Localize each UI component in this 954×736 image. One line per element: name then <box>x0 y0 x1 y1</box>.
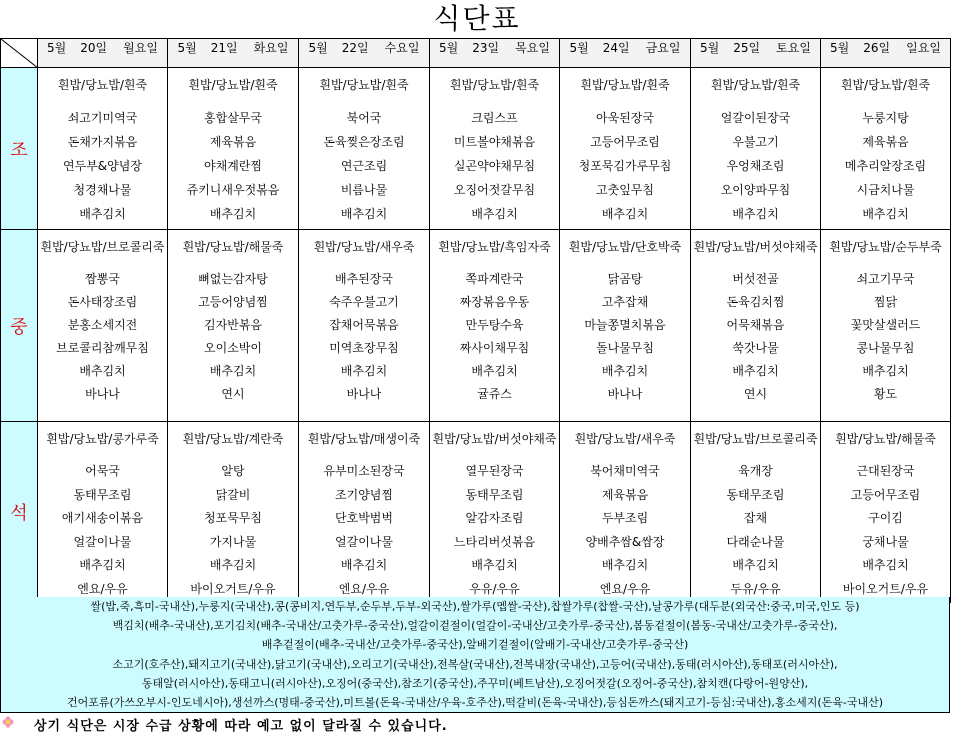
date-weekday: 월요일 <box>123 41 158 55</box>
meal-label-lunch: 중 <box>1 230 38 422</box>
meal-table <box>0 38 951 603</box>
menu-item: 짬뽕국 <box>85 272 120 286</box>
menu-item: 연근조림 <box>340 159 388 173</box>
menu-item: 우유/우유 <box>469 581 520 596</box>
staple-item: 흰밥/당뇨밥/흑임자죽 <box>438 240 551 254</box>
staple-item: 흰밥/당뇨밥/버섯야채죽 <box>432 432 557 446</box>
date-day: 21일 <box>210 41 238 55</box>
date-weekday: 화요일 <box>253 41 289 55</box>
menu-item: 배추김치 <box>209 364 257 378</box>
menu-item: 배추김치 <box>209 207 257 221</box>
menu-item: 숙주우불고기 <box>329 295 399 309</box>
origin-line: 쌀(밥,죽,흑미-국내산),누룽지(국내산),콩(콩비지,연두부,순두부,두부-외국산),쌀가루(멥쌀-국산),찹쌀가루(찹쌀-국산),날콩가루(대두분(외국산:중국,미국,인도 등) <box>90 600 860 613</box>
menu-cell <box>299 230 430 422</box>
menu-item: 제육볶음 <box>862 135 909 149</box>
staple-item: 흰밥/당뇨밥/흰죽 <box>840 78 931 92</box>
menu-item: 쑥갓나물 <box>732 341 779 355</box>
menu-item: 육개장 <box>738 464 773 478</box>
menu-item: 엔요/우유 <box>338 581 390 596</box>
menu-item: 배추김치 <box>471 558 518 573</box>
date-weekday: 토요일 <box>776 41 811 55</box>
date-header-cell <box>38 39 168 68</box>
menu-item: 제육볶음 <box>209 135 257 149</box>
date-month: 5월 <box>569 41 589 55</box>
menu-cell <box>821 68 951 230</box>
menu-item: 쇠고기무국 <box>856 272 915 286</box>
staple-item: 흰밥/당뇨밥/새우죽 <box>574 432 676 446</box>
menu-item: 귤쥬스 <box>477 387 512 401</box>
date-weekday: 목요일 <box>515 41 550 55</box>
menu-item: 우엉채조림 <box>726 159 785 173</box>
menu-item: 어묵국 <box>85 464 120 478</box>
menu-item: 고춧잎무침 <box>596 183 654 197</box>
menu-item: 배추김치 <box>340 558 388 573</box>
menu-item: 배추된장국 <box>335 272 393 286</box>
date-weekday: 수요일 <box>384 41 420 55</box>
menu-item: 뼈없는감자탕 <box>198 272 268 286</box>
menu-item: 느타리버섯볶음 <box>453 534 536 549</box>
staple-item: 흰밥/당뇨밥/계란죽 <box>182 432 284 446</box>
menu-item: 배추김치 <box>862 364 909 378</box>
staple-item: 흰밥/당뇨밥/흰죽 <box>319 78 409 92</box>
date-month: 5월 <box>700 41 720 55</box>
menu-item: 배추김치 <box>862 558 909 573</box>
date-weekday: 일요일 <box>906 41 941 55</box>
menu-item: 배추김치 <box>471 364 518 378</box>
origin-line: 동태알(러시아산),동태고니(러시아산),오징어(중국산),참조기(중국산),주꾸미(베트남산),오징어젓갈(오징어-중국산),참치캔(다랑어-원양산), <box>141 676 809 690</box>
menu-item: 애기새송이볶음 <box>61 511 144 526</box>
menu-item: 열무된장국 <box>465 464 524 478</box>
menu-item: 미역초장무침 <box>329 341 399 355</box>
menu-item: 다래순나물 <box>726 534 785 549</box>
menu-cell <box>691 68 821 230</box>
date-header-cell <box>821 39 951 68</box>
menu-item: 돈사태장조림 <box>67 295 138 309</box>
menu-item: 바나나 <box>346 387 382 401</box>
menu-item: 쪽파계란국 <box>465 272 524 286</box>
menu-cell <box>38 422 168 603</box>
menu-item: 배추김치 <box>862 207 909 221</box>
menu-item: 배추김치 <box>340 364 388 378</box>
corner-cell <box>1 39 38 68</box>
menu-item: 야채계란찜 <box>204 159 262 173</box>
date-header-cell <box>560 39 691 68</box>
menu-cell <box>821 230 951 422</box>
menu-cell <box>560 230 691 422</box>
staple-item: 흰밥/당뇨밥/흰죽 <box>57 78 148 92</box>
menu-item: 누룽지탕 <box>862 111 909 125</box>
page-title: 식단표 <box>433 2 521 35</box>
menu-item: 배추김치 <box>732 558 779 573</box>
menu-item: 미트볼야채볶음 <box>453 135 536 149</box>
menu-cell <box>299 68 430 230</box>
date-header-cell <box>168 39 299 68</box>
menu-cell <box>821 422 951 603</box>
menu-item: 조기양념찜 <box>335 487 393 502</box>
date-weekday: 금요일 <box>645 41 681 55</box>
menu-item: 닭곰탕 <box>607 272 643 286</box>
menu-item: 얼갈이나물 <box>335 534 393 549</box>
menu-item: 배추김치 <box>340 207 388 221</box>
menu-item: 오이소박이 <box>204 341 262 355</box>
menu-item: 어묵채볶음 <box>726 318 785 332</box>
date-month: 5월 <box>308 41 328 55</box>
menu-item: 양배추쌈&쌈장 <box>585 534 665 549</box>
menu-item: 크림스프 <box>471 111 518 125</box>
meal-label-dinner: 석 <box>1 422 38 603</box>
diagonal-line <box>1 39 38 68</box>
notice-bar <box>0 713 954 735</box>
menu-item: 배추김치 <box>79 364 126 378</box>
menu-item: 비름나물 <box>340 183 388 197</box>
menu-item: 분홍소세지전 <box>67 318 138 332</box>
staple-item: 흰밥/당뇨밥/순두부죽 <box>829 240 942 254</box>
staple-item: 흰밥/당뇨밥/해물죽 <box>182 240 284 254</box>
menu-item: 배추김치 <box>209 558 257 573</box>
date-month: 5월 <box>47 41 67 55</box>
menu-cell <box>168 230 299 422</box>
menu-item: 찜닭 <box>873 295 898 309</box>
origin-line: 배추겉절이(배추-국내산/고춧가루-중국산),알배기겉절이(알배기-국내산/고춧가루-중국산) <box>261 638 689 652</box>
menu-item: 짜장볶음우동 <box>459 295 530 309</box>
menu-item: 배추김치 <box>79 558 126 573</box>
meal-label-breakfast: 조 <box>1 68 38 230</box>
menu-item: 동태무조림 <box>726 487 785 502</box>
menu-item: 북어채미역국 <box>590 464 660 478</box>
menu-item: 시금치나물 <box>856 183 915 197</box>
menu-item: 배추김치 <box>732 364 779 378</box>
menu-item: 두유/우유 <box>730 581 781 596</box>
date-month: 5월 <box>439 41 459 55</box>
menu-item: 유부미소된장국 <box>323 464 405 478</box>
menu-item: 두부조림 <box>601 511 649 526</box>
menu-item: 김자반볶음 <box>204 318 262 332</box>
menu-item: 근대된장국 <box>856 464 915 478</box>
menu-cell <box>430 230 560 422</box>
menu-item: 배추김치 <box>601 558 649 573</box>
menu-item: 알감자조림 <box>465 511 524 526</box>
staple-item: 흰밥/당뇨밥/브로콜리죽 <box>40 240 165 254</box>
staple-item: 흰밥/당뇨밥/해물죽 <box>835 432 936 446</box>
menu-item: 오징어젓갈무침 <box>453 183 536 197</box>
menu-cell <box>168 422 299 603</box>
menu-item: 만두탕수육 <box>465 318 524 332</box>
menu-item: 고등어양념찜 <box>198 295 268 309</box>
date-day: 25일 <box>733 41 761 55</box>
date-day: 23일 <box>472 41 500 55</box>
menu-item: 엔요/우유 <box>599 581 651 596</box>
date-header-row <box>1 39 951 68</box>
menu-item: 북어국 <box>346 111 382 125</box>
menu-item: 돈채가지볶음 <box>67 135 138 149</box>
menu-item: 버섯전골 <box>732 272 779 286</box>
date-day: 24일 <box>602 41 630 55</box>
staple-item: 흰밥/당뇨밥/매생이죽 <box>307 432 421 446</box>
menu-item: 메추리알장조림 <box>844 159 927 173</box>
origin-line: 건어포류(가쓰오부시-인도네시아),생선까스(명태-중국산),미트볼(돈육-국내산/우육-호주산),떡갈비(돈육-국내산),등심돈까스(돼지고기-등심:국내산),홍소세지(돈육-국내산) <box>66 696 884 710</box>
menu-cell <box>299 422 430 603</box>
staple-item: 흰밥/당뇨밥/흰죽 <box>188 78 278 92</box>
menu-item: 배추김치 <box>601 364 649 378</box>
menu-item: 바나나 <box>85 387 120 401</box>
menu-cell <box>560 422 691 603</box>
date-day: 26일 <box>863 41 891 55</box>
menu-item: 꽃맛살샐러드 <box>850 318 921 332</box>
menu-cell <box>560 68 691 230</box>
origin-info-panel <box>0 597 950 713</box>
menu-item: 엔요/우유 <box>77 581 128 596</box>
notice-text: 상기 식단은 시장 수급 상황에 따라 예고 없이 달라질 수 있습니다. <box>34 719 448 734</box>
menu-cell <box>430 422 560 603</box>
menu-item: 바이오거트/우유 <box>842 581 929 596</box>
meal-row-lunch <box>1 230 951 422</box>
staple-item: 흰밥/당뇨밥/흰죽 <box>580 78 670 92</box>
staple-item: 흰밥/당뇨밥/단호박죽 <box>568 240 682 254</box>
menu-item: 실곤약야채무침 <box>453 159 536 173</box>
origin-line: 소고기(호주산),돼지고기(국내산),닭고기(국내산),오리고기(국내산),전복살(국내산),전복내장(국내산),고등어(국내산),동태(러시아산),동태포(러시아산), <box>112 657 838 671</box>
date-month: 5월 <box>830 41 850 55</box>
menu-item: 동태무조림 <box>465 487 524 502</box>
menu-item: 쇠고기미역국 <box>67 111 138 125</box>
menu-item: 배추김치 <box>732 207 779 221</box>
menu-cell <box>38 230 168 422</box>
menu-cell <box>168 68 299 230</box>
date-day: 22일 <box>341 41 369 55</box>
menu-item: 배추김치 <box>79 207 126 221</box>
menu-item: 고등어무조림 <box>590 135 660 149</box>
origin-line: 백김치(배추-국내산),포기김치(배추-국내산/고춧가루-중국산),얼갈이겉절이(얼갈이-국내산/고춧가루-중국산),봄동겉절이(봄동-국내산/고춧가루-중국산), <box>112 619 838 633</box>
menu-cell <box>691 230 821 422</box>
menu-item: 돌나물무침 <box>596 341 654 355</box>
meal-row-dinner <box>1 422 951 603</box>
menu-item: 잡채 <box>743 511 768 526</box>
menu-item: 우불고기 <box>732 135 779 149</box>
menu-item: 연시 <box>221 387 245 401</box>
menu-item: 짜사이채무침 <box>459 341 530 355</box>
menu-item: 마늘쫑멸치볶음 <box>584 318 666 332</box>
menu-item: 콩나물무침 <box>856 341 915 355</box>
menu-item: 바나나 <box>607 387 643 401</box>
menu-item: 얼갈이된장국 <box>720 111 791 125</box>
menu-item: 고추잡채 <box>601 295 649 309</box>
date-header-cell <box>430 39 560 68</box>
staple-item: 흰밥/당뇨밥/콩가루죽 <box>46 432 159 446</box>
staple-item: 흰밥/당뇨밥/흰죽 <box>710 78 801 92</box>
meal-row-breakfast <box>1 68 951 230</box>
date-day: 20일 <box>80 41 108 55</box>
menu-item: 황도 <box>873 387 898 401</box>
menu-cell <box>430 68 560 230</box>
menu-item: 연시 <box>743 387 768 401</box>
menu-item: 브로콜리참깨무침 <box>56 341 149 355</box>
menu-item: 단호박범벅 <box>335 511 393 526</box>
staple-item: 흰밥/당뇨밥/브로콜리죽 <box>693 432 818 446</box>
menu-cell <box>691 422 821 603</box>
menu-item: 홍합살무국 <box>204 111 262 125</box>
menu-item: 돈육김치찜 <box>726 295 785 309</box>
menu-item: 연두부&양념장 <box>63 159 142 173</box>
menu-item: 가지나물 <box>209 534 257 549</box>
menu-item: 얼갈이나물 <box>73 534 132 549</box>
menu-item: 청경채나물 <box>73 183 132 197</box>
menu-item: 쥬키니새우젓볶음 <box>186 183 280 197</box>
menu-item: 배추김치 <box>601 207 649 221</box>
menu-item: 제육볶음 <box>601 487 649 502</box>
date-header-cell <box>691 39 821 68</box>
menu-item: 잡채어묵볶음 <box>329 318 399 332</box>
menu-item: 돈육찢은장조림 <box>323 135 405 149</box>
staple-item: 흰밥/당뇨밥/새우죽 <box>313 240 415 254</box>
menu-item: 고등어무조림 <box>850 487 921 502</box>
staple-item: 흰밥/당뇨밥/버섯야채죽 <box>693 240 818 254</box>
date-header-cell <box>299 39 430 68</box>
menu-item: 닭갈비 <box>215 487 251 502</box>
flower-icon <box>2 716 14 728</box>
menu-item: 구이김 <box>868 511 903 526</box>
menu-item: 청포묵김가루무침 <box>578 159 672 173</box>
menu-item: 아욱된장국 <box>596 111 654 125</box>
menu-item: 동태무조림 <box>73 487 132 502</box>
menu-item: 알탕 <box>221 464 245 478</box>
menu-item: 바이오거트/우유 <box>190 581 276 596</box>
menu-item: 청포묵무침 <box>204 511 262 526</box>
menu-item: 궁채나물 <box>862 534 909 549</box>
menu-item: 오이양파무침 <box>720 183 791 197</box>
date-month: 5월 <box>177 41 197 55</box>
menu-cell <box>38 68 168 230</box>
menu-item: 배추김치 <box>471 207 518 221</box>
staple-item: 흰밥/당뇨밥/흰죽 <box>449 78 540 92</box>
